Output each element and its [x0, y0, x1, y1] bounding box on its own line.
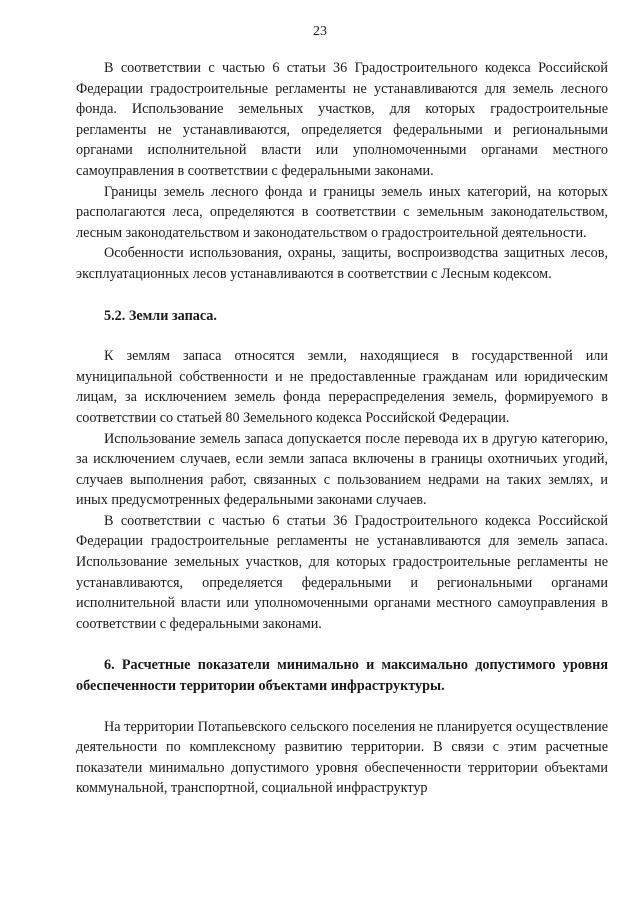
- paragraph-reserve-lands-regulations: В соответствии с частью 6 статьи 36 Градостроительного кодекса Российской Федерации градостроительные регламенты не устанавливаются для земель запаса. Использование земельных участков, для которых градостроительные регламенты не устанавливаются, определяется федеральными и региональными органами исполнительной власти или уполномоченными органами местного самоуправления в соответствии с федеральными законами.: [76, 512, 608, 632]
- paragraph-reserve-lands-usage: Использование земель запаса допускается после перевода их в другую категорию, за исключением случаев, если земли запаса включены в границы охотничьих угодий, случаев выполнения работ, связанных с пользованием недрами на таких землях, и иных предусмотренных федеральными законами случаев.: [76, 430, 608, 509]
- section-heading-reserve-lands: 5.2. Земли запаса.: [104, 307, 217, 324]
- document-body: [76, 58, 608, 799]
- paragraph-infrastructure-indicators: На территории Потапьевского сельского поселения не планируется осуществление деятельности по комплексному развитию территории. В связи с этим расчетные показатели минимально допустимого уровня обеспеченности территории объектами коммунальной, транспортной, социальной инфраструктур: [76, 718, 608, 797]
- paragraph-forest-fund-boundaries: Границы земель лесного фонда и границы земель иных категорий, на которых располагаются леса, определяются в соответствии с земельным законодательством, лесным законодательством и законодательством о градостроительной деятельности.: [76, 183, 608, 241]
- paragraph-reserve-lands-definition: К землям запаса относятся земли, находящиеся в государственной или муниципальной собственности и не предоставленные гражданам или юридическим лицам, за исключением земель фонда перераспределения земель, формируемого в соответствии со статьей 80 Земельного кодекса Российской Федерации.: [76, 348, 608, 426]
- paragraph-forest-fund-regulations: В соответствии с частью 6 статьи 36 Градостроительного кодекса Российской Федерации градостроительные регламенты не устанавливаются для земель лесного фонда. Использование земельных участков, для которых градостроительные регламенты не устанавливаются, определяется федеральными и региональными органами исполнительной власти или уполномоченными органами местного самоуправления в соответствии с федеральными законами.: [76, 60, 608, 179]
- page-number: 23: [313, 24, 327, 39]
- paragraph-protective-forests: Особенности использования, охраны, защиты, воспроизводства защитных лесов, эксплуатационных лесов устанавливаются в соответствии с Лесным кодексом.: [76, 245, 608, 282]
- section-heading-infrastructure-indicators: 6. Расчетные показатели минимально и максимально допустимого уровня обеспеченности территории объектами инфраструктуры.: [76, 657, 608, 695]
